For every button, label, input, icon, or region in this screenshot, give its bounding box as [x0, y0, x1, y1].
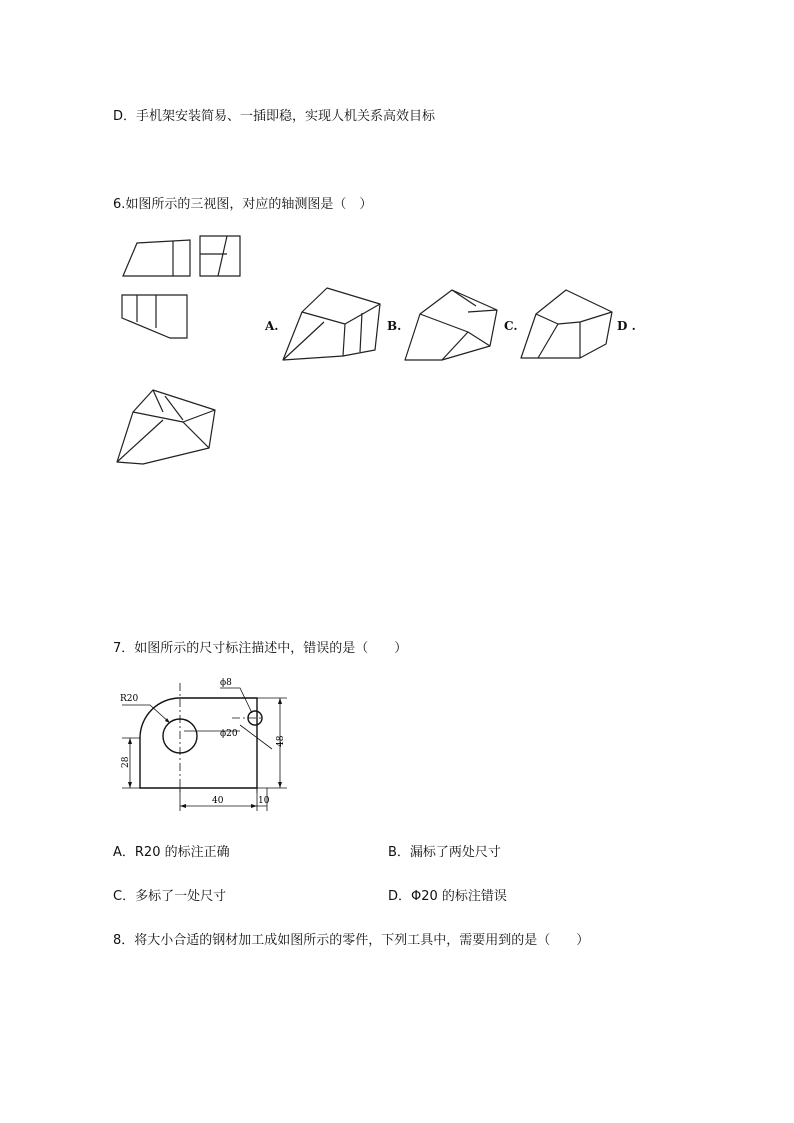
q6-option-d-label: D . — [617, 319, 636, 333]
dim-phi20: ϕ20 — [220, 729, 238, 739]
three-view-drawing — [115, 228, 250, 343]
dim-48: 48 — [276, 735, 286, 747]
q7-option-c: C．多标了一处尺寸 — [113, 889, 227, 904]
q6-option-b-label: B. — [387, 319, 402, 333]
q6-option-c-drawing — [518, 286, 618, 366]
side-view — [200, 236, 240, 276]
dim-28: 28 — [121, 756, 131, 768]
q6-option-a-label: A. — [265, 319, 279, 333]
front-view — [123, 240, 190, 276]
q6-option-d-drawing — [113, 382, 218, 470]
dim-10: 10 — [258, 796, 270, 806]
dimension-drawing — [112, 673, 297, 813]
q7-option-d: D．Φ20 的标注错误 — [388, 889, 507, 904]
q6-option-b-drawing — [402, 286, 502, 366]
q8-question: 8．将大小合适的钢材加工成如图所示的零件，下列工具中，需要用到的是（ ） — [113, 933, 590, 948]
q5-option-d: D．手机架安装简易、一插即稳，实现人机关系高效目标 — [113, 109, 436, 124]
dim-phi8: ϕ8 — [220, 678, 232, 688]
q7-option-b: B．漏标了两处尺寸 — [388, 845, 501, 860]
dim-r20: R20 — [120, 694, 139, 704]
q6-option-a-drawing — [280, 284, 385, 364]
q7-question: 7．如图所示的尺寸标注描述中，错误的是（ ） — [113, 641, 408, 656]
q6-question: 6.如图所示的三视图，对应的轴测图是（ ） — [113, 197, 373, 212]
top-view — [122, 295, 187, 338]
q6-option-c-label: C. — [504, 319, 518, 333]
dim-40: 40 — [212, 796, 224, 806]
q7-option-a: A．R20 的标注正确 — [113, 845, 230, 860]
